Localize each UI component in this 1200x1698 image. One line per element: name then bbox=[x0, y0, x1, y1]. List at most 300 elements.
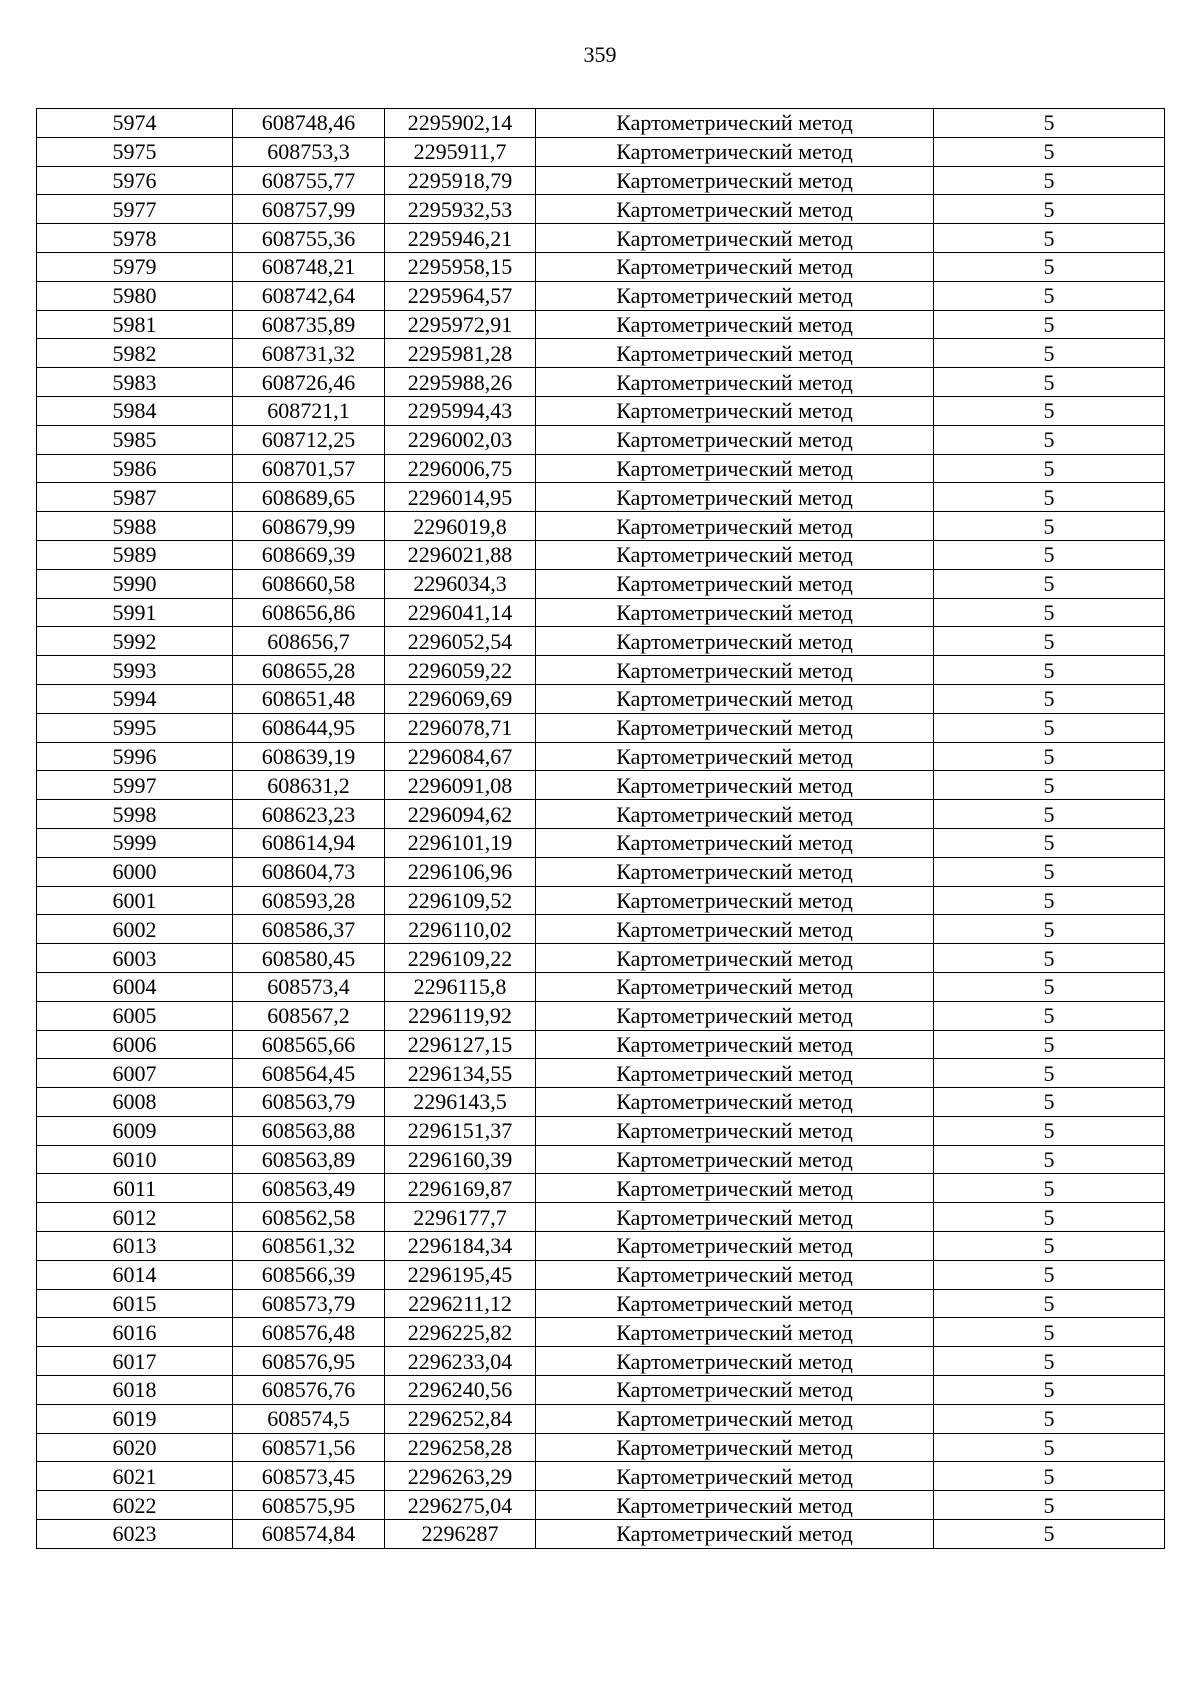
point-number-cell: 5985 bbox=[37, 425, 233, 454]
y-coordinate-cell: 2296059,22 bbox=[385, 656, 536, 685]
point-number-cell: 5974 bbox=[37, 109, 233, 138]
y-coordinate-cell: 2296275,04 bbox=[385, 1491, 536, 1520]
precision-cell: 5 bbox=[934, 569, 1165, 598]
point-number-cell: 6010 bbox=[37, 1145, 233, 1174]
x-coordinate-cell: 608755,77 bbox=[233, 166, 385, 195]
precision-cell: 5 bbox=[934, 224, 1165, 253]
point-number-cell: 6021 bbox=[37, 1462, 233, 1491]
method-cell: Картометрический метод bbox=[536, 512, 934, 541]
table-row bbox=[37, 1059, 1165, 1088]
y-coordinate-cell: 2295918,79 bbox=[385, 166, 536, 195]
point-number-cell: 6014 bbox=[37, 1260, 233, 1289]
x-coordinate-cell: 608580,45 bbox=[233, 944, 385, 973]
x-coordinate-cell: 608655,28 bbox=[233, 656, 385, 685]
method-cell: Картометрический метод bbox=[536, 1318, 934, 1347]
x-coordinate-cell: 608639,19 bbox=[233, 742, 385, 771]
precision-cell: 5 bbox=[934, 1376, 1165, 1405]
precision-cell: 5 bbox=[934, 1318, 1165, 1347]
method-cell: Картометрический метод bbox=[536, 742, 934, 771]
y-coordinate-cell: 2296084,67 bbox=[385, 742, 536, 771]
y-coordinate-cell: 2296195,45 bbox=[385, 1260, 536, 1289]
y-coordinate-cell: 2296287 bbox=[385, 1520, 536, 1549]
y-coordinate-cell: 2296240,56 bbox=[385, 1376, 536, 1405]
x-coordinate-cell: 608623,23 bbox=[233, 800, 385, 829]
point-number-cell: 6019 bbox=[37, 1404, 233, 1433]
precision-cell: 5 bbox=[934, 166, 1165, 195]
y-coordinate-cell: 2296091,08 bbox=[385, 771, 536, 800]
y-coordinate-cell: 2295981,28 bbox=[385, 339, 536, 368]
x-coordinate-cell: 608660,58 bbox=[233, 569, 385, 598]
y-coordinate-cell: 2296127,15 bbox=[385, 1030, 536, 1059]
x-coordinate-cell: 608753,3 bbox=[233, 137, 385, 166]
table-row bbox=[37, 1404, 1165, 1433]
table-row bbox=[37, 224, 1165, 253]
y-coordinate-cell: 2296101,19 bbox=[385, 828, 536, 857]
method-cell: Картометрический метод bbox=[536, 1433, 934, 1462]
precision-cell: 5 bbox=[934, 195, 1165, 224]
precision-cell: 5 bbox=[934, 1520, 1165, 1549]
point-number-cell: 5982 bbox=[37, 339, 233, 368]
precision-cell: 5 bbox=[934, 627, 1165, 656]
x-coordinate-cell: 608575,95 bbox=[233, 1491, 385, 1520]
table-row bbox=[37, 1260, 1165, 1289]
x-coordinate-cell: 608593,28 bbox=[233, 886, 385, 915]
table-row bbox=[37, 368, 1165, 397]
x-coordinate-cell: 608573,79 bbox=[233, 1289, 385, 1318]
x-coordinate-cell: 608721,1 bbox=[233, 396, 385, 425]
table-row bbox=[37, 1203, 1165, 1232]
y-coordinate-cell: 2296225,82 bbox=[385, 1318, 536, 1347]
method-cell: Картометрический метод bbox=[536, 972, 934, 1001]
precision-cell: 5 bbox=[934, 396, 1165, 425]
precision-cell: 5 bbox=[934, 800, 1165, 829]
y-coordinate-cell: 2295911,7 bbox=[385, 137, 536, 166]
point-number-cell: 6018 bbox=[37, 1376, 233, 1405]
precision-cell: 5 bbox=[934, 1491, 1165, 1520]
table-row bbox=[37, 166, 1165, 195]
point-number-cell: 6009 bbox=[37, 1116, 233, 1145]
method-cell: Картометрический метод bbox=[536, 1491, 934, 1520]
table-row bbox=[37, 454, 1165, 483]
x-coordinate-cell: 608563,89 bbox=[233, 1145, 385, 1174]
table-row bbox=[37, 1088, 1165, 1117]
table-row bbox=[37, 1174, 1165, 1203]
precision-cell: 5 bbox=[934, 656, 1165, 685]
table-row bbox=[37, 512, 1165, 541]
point-number-cell: 6013 bbox=[37, 1232, 233, 1261]
method-cell: Картометрический метод bbox=[536, 944, 934, 973]
point-number-cell: 6006 bbox=[37, 1030, 233, 1059]
method-cell: Картометрический метод bbox=[536, 109, 934, 138]
table-row bbox=[37, 1030, 1165, 1059]
method-cell: Картометрический метод bbox=[536, 684, 934, 713]
method-cell: Картометрический метод bbox=[536, 195, 934, 224]
y-coordinate-cell: 2296002,03 bbox=[385, 425, 536, 454]
table-row bbox=[37, 944, 1165, 973]
table-row bbox=[37, 656, 1165, 685]
x-coordinate-cell: 608656,86 bbox=[233, 598, 385, 627]
point-number-cell: 5995 bbox=[37, 713, 233, 742]
precision-cell: 5 bbox=[934, 512, 1165, 541]
method-cell: Картометрический метод bbox=[536, 828, 934, 857]
point-number-cell: 6012 bbox=[37, 1203, 233, 1232]
point-number-cell: 5977 bbox=[37, 195, 233, 224]
precision-cell: 5 bbox=[934, 598, 1165, 627]
precision-cell: 5 bbox=[934, 425, 1165, 454]
method-cell: Картометрический метод bbox=[536, 569, 934, 598]
y-coordinate-cell: 2295932,53 bbox=[385, 195, 536, 224]
y-coordinate-cell: 2296094,62 bbox=[385, 800, 536, 829]
method-cell: Картометрический метод bbox=[536, 627, 934, 656]
x-coordinate-cell: 608731,32 bbox=[233, 339, 385, 368]
y-coordinate-cell: 2295902,14 bbox=[385, 109, 536, 138]
precision-cell: 5 bbox=[934, 684, 1165, 713]
x-coordinate-cell: 608576,48 bbox=[233, 1318, 385, 1347]
y-coordinate-cell: 2296052,54 bbox=[385, 627, 536, 656]
table-row bbox=[37, 1116, 1165, 1145]
x-coordinate-cell: 608574,84 bbox=[233, 1520, 385, 1549]
table-row bbox=[37, 1318, 1165, 1347]
method-cell: Картометрический метод bbox=[536, 224, 934, 253]
precision-cell: 5 bbox=[934, 972, 1165, 1001]
precision-cell: 5 bbox=[934, 1347, 1165, 1376]
method-cell: Картометрический метод bbox=[536, 1116, 934, 1145]
method-cell: Картометрический метод bbox=[536, 656, 934, 685]
point-number-cell: 5981 bbox=[37, 310, 233, 339]
precision-cell: 5 bbox=[934, 281, 1165, 310]
x-coordinate-cell: 608573,45 bbox=[233, 1462, 385, 1491]
x-coordinate-cell: 608735,89 bbox=[233, 310, 385, 339]
x-coordinate-cell: 608576,76 bbox=[233, 1376, 385, 1405]
point-number-cell: 6011 bbox=[37, 1174, 233, 1203]
table-row bbox=[37, 742, 1165, 771]
table-row bbox=[37, 1433, 1165, 1462]
x-coordinate-cell: 608565,66 bbox=[233, 1030, 385, 1059]
y-coordinate-cell: 2296143,5 bbox=[385, 1088, 536, 1117]
method-cell: Картометрический метод bbox=[536, 1462, 934, 1491]
point-number-cell: 6016 bbox=[37, 1318, 233, 1347]
point-number-cell: 5988 bbox=[37, 512, 233, 541]
coordinates-table-body bbox=[37, 109, 1165, 1549]
precision-cell: 5 bbox=[934, 713, 1165, 742]
table-row bbox=[37, 1232, 1165, 1261]
table-row bbox=[37, 339, 1165, 368]
y-coordinate-cell: 2296078,71 bbox=[385, 713, 536, 742]
y-coordinate-cell: 2296006,75 bbox=[385, 454, 536, 483]
x-coordinate-cell: 608561,32 bbox=[233, 1232, 385, 1261]
table-row bbox=[37, 1347, 1165, 1376]
method-cell: Картометрический метод bbox=[536, 1232, 934, 1261]
precision-cell: 5 bbox=[934, 368, 1165, 397]
point-number-cell: 5983 bbox=[37, 368, 233, 397]
x-coordinate-cell: 608562,58 bbox=[233, 1203, 385, 1232]
x-coordinate-cell: 608574,5 bbox=[233, 1404, 385, 1433]
x-coordinate-cell: 608748,21 bbox=[233, 252, 385, 281]
y-coordinate-cell: 2296069,69 bbox=[385, 684, 536, 713]
point-number-cell: 6017 bbox=[37, 1347, 233, 1376]
table-row bbox=[37, 425, 1165, 454]
x-coordinate-cell: 608564,45 bbox=[233, 1059, 385, 1088]
table-row bbox=[37, 598, 1165, 627]
precision-cell: 5 bbox=[934, 109, 1165, 138]
table-row bbox=[37, 1289, 1165, 1318]
point-number-cell: 6005 bbox=[37, 1001, 233, 1030]
x-coordinate-cell: 608651,48 bbox=[233, 684, 385, 713]
method-cell: Картометрический метод bbox=[536, 166, 934, 195]
x-coordinate-cell: 608571,56 bbox=[233, 1433, 385, 1462]
precision-cell: 5 bbox=[934, 857, 1165, 886]
point-number-cell: 6000 bbox=[37, 857, 233, 886]
point-number-cell: 5991 bbox=[37, 598, 233, 627]
precision-cell: 5 bbox=[934, 1462, 1165, 1491]
point-number-cell: 5992 bbox=[37, 627, 233, 656]
method-cell: Картометрический метод bbox=[536, 1520, 934, 1549]
precision-cell: 5 bbox=[934, 1433, 1165, 1462]
x-coordinate-cell: 608567,2 bbox=[233, 1001, 385, 1030]
table-row bbox=[37, 684, 1165, 713]
point-number-cell: 5976 bbox=[37, 166, 233, 195]
page-number: 359 bbox=[583, 42, 617, 67]
x-coordinate-cell: 608631,2 bbox=[233, 771, 385, 800]
method-cell: Картометрический метод bbox=[536, 915, 934, 944]
point-number-cell: 5999 bbox=[37, 828, 233, 857]
table-row bbox=[37, 828, 1165, 857]
y-coordinate-cell: 2296019,8 bbox=[385, 512, 536, 541]
y-coordinate-cell: 2296109,22 bbox=[385, 944, 536, 973]
x-coordinate-cell: 608604,73 bbox=[233, 857, 385, 886]
precision-cell: 5 bbox=[934, 771, 1165, 800]
method-cell: Картометрический метод bbox=[536, 339, 934, 368]
method-cell: Картометрический метод bbox=[536, 540, 934, 569]
x-coordinate-cell: 608566,39 bbox=[233, 1260, 385, 1289]
method-cell: Картометрический метод bbox=[536, 1404, 934, 1433]
table-row bbox=[37, 569, 1165, 598]
precision-cell: 5 bbox=[934, 1001, 1165, 1030]
y-coordinate-cell: 2296109,52 bbox=[385, 886, 536, 915]
precision-cell: 5 bbox=[934, 1232, 1165, 1261]
method-cell: Картометрический метод bbox=[536, 252, 934, 281]
method-cell: Картометрический метод bbox=[536, 713, 934, 742]
table-row bbox=[37, 281, 1165, 310]
table-row bbox=[37, 800, 1165, 829]
table-row bbox=[37, 857, 1165, 886]
precision-cell: 5 bbox=[934, 339, 1165, 368]
precision-cell: 5 bbox=[934, 1203, 1165, 1232]
method-cell: Картометрический метод bbox=[536, 1376, 934, 1405]
point-number-cell: 6023 bbox=[37, 1520, 233, 1549]
method-cell: Картометрический метод bbox=[536, 454, 934, 483]
point-number-cell: 5996 bbox=[37, 742, 233, 771]
y-coordinate-cell: 2296034,3 bbox=[385, 569, 536, 598]
precision-cell: 5 bbox=[934, 1088, 1165, 1117]
y-coordinate-cell: 2295964,57 bbox=[385, 281, 536, 310]
point-number-cell: 6008 bbox=[37, 1088, 233, 1117]
y-coordinate-cell: 2296177,7 bbox=[385, 1203, 536, 1232]
table-row bbox=[37, 540, 1165, 569]
precision-cell: 5 bbox=[934, 1116, 1165, 1145]
x-coordinate-cell: 608679,99 bbox=[233, 512, 385, 541]
point-number-cell: 5986 bbox=[37, 454, 233, 483]
precision-cell: 5 bbox=[934, 1059, 1165, 1088]
table-row bbox=[37, 1145, 1165, 1174]
x-coordinate-cell: 608712,25 bbox=[233, 425, 385, 454]
y-coordinate-cell: 2296233,04 bbox=[385, 1347, 536, 1376]
x-coordinate-cell: 608701,57 bbox=[233, 454, 385, 483]
precision-cell: 5 bbox=[934, 137, 1165, 166]
method-cell: Картометрический метод bbox=[536, 1059, 934, 1088]
point-number-cell: 5994 bbox=[37, 684, 233, 713]
table-row bbox=[37, 109, 1165, 138]
table-row bbox=[37, 1001, 1165, 1030]
point-number-cell: 6022 bbox=[37, 1491, 233, 1520]
x-coordinate-cell: 608656,7 bbox=[233, 627, 385, 656]
y-coordinate-cell: 2296110,02 bbox=[385, 915, 536, 944]
method-cell: Картометрический метод bbox=[536, 1289, 934, 1318]
method-cell: Картометрический метод bbox=[536, 1260, 934, 1289]
method-cell: Картометрический метод bbox=[536, 310, 934, 339]
table-row bbox=[37, 1491, 1165, 1520]
point-number-cell: 6003 bbox=[37, 944, 233, 973]
point-number-cell: 5987 bbox=[37, 483, 233, 512]
x-coordinate-cell: 608563,49 bbox=[233, 1174, 385, 1203]
y-coordinate-cell: 2296169,87 bbox=[385, 1174, 536, 1203]
point-number-cell: 6001 bbox=[37, 886, 233, 915]
y-coordinate-cell: 2296106,96 bbox=[385, 857, 536, 886]
y-coordinate-cell: 2296258,28 bbox=[385, 1433, 536, 1462]
method-cell: Картометрический метод bbox=[536, 425, 934, 454]
precision-cell: 5 bbox=[934, 915, 1165, 944]
method-cell: Картометрический метод bbox=[536, 1088, 934, 1117]
table-row bbox=[37, 483, 1165, 512]
point-number-cell: 5998 bbox=[37, 800, 233, 829]
point-number-cell: 5984 bbox=[37, 396, 233, 425]
precision-cell: 5 bbox=[934, 483, 1165, 512]
point-number-cell: 5980 bbox=[37, 281, 233, 310]
table-row bbox=[37, 771, 1165, 800]
y-coordinate-cell: 2296041,14 bbox=[385, 598, 536, 627]
x-coordinate-cell: 608644,95 bbox=[233, 713, 385, 742]
point-number-cell: 5989 bbox=[37, 540, 233, 569]
y-coordinate-cell: 2296119,92 bbox=[385, 1001, 536, 1030]
precision-cell: 5 bbox=[934, 1404, 1165, 1433]
precision-cell: 5 bbox=[934, 1174, 1165, 1203]
y-coordinate-cell: 2296151,37 bbox=[385, 1116, 536, 1145]
x-coordinate-cell: 608586,37 bbox=[233, 915, 385, 944]
table-row bbox=[37, 972, 1165, 1001]
method-cell: Картометрический метод bbox=[536, 771, 934, 800]
method-cell: Картометрический метод bbox=[536, 1347, 934, 1376]
method-cell: Картометрический метод bbox=[536, 368, 934, 397]
precision-cell: 5 bbox=[934, 310, 1165, 339]
x-coordinate-cell: 608614,94 bbox=[233, 828, 385, 857]
precision-cell: 5 bbox=[934, 1260, 1165, 1289]
x-coordinate-cell: 608563,79 bbox=[233, 1088, 385, 1117]
table-row bbox=[37, 310, 1165, 339]
table-row bbox=[37, 915, 1165, 944]
table-row bbox=[37, 713, 1165, 742]
method-cell: Картометрический метод bbox=[536, 1030, 934, 1059]
y-coordinate-cell: 2296263,29 bbox=[385, 1462, 536, 1491]
method-cell: Картометрический метод bbox=[536, 483, 934, 512]
x-coordinate-cell: 608755,36 bbox=[233, 224, 385, 253]
point-number-cell: 5990 bbox=[37, 569, 233, 598]
y-coordinate-cell: 2296184,34 bbox=[385, 1232, 536, 1261]
y-coordinate-cell: 2296160,39 bbox=[385, 1145, 536, 1174]
y-coordinate-cell: 2296014,95 bbox=[385, 483, 536, 512]
y-coordinate-cell: 2296021,88 bbox=[385, 540, 536, 569]
x-coordinate-cell: 608748,46 bbox=[233, 109, 385, 138]
y-coordinate-cell: 2296134,55 bbox=[385, 1059, 536, 1088]
method-cell: Картометрический метод bbox=[536, 1001, 934, 1030]
table-row bbox=[37, 1376, 1165, 1405]
method-cell: Картометрический метод bbox=[536, 598, 934, 627]
precision-cell: 5 bbox=[934, 540, 1165, 569]
x-coordinate-cell: 608573,4 bbox=[233, 972, 385, 1001]
method-cell: Картометрический метод bbox=[536, 886, 934, 915]
precision-cell: 5 bbox=[934, 742, 1165, 771]
x-coordinate-cell: 608726,46 bbox=[233, 368, 385, 397]
point-number-cell: 5975 bbox=[37, 137, 233, 166]
point-number-cell: 6002 bbox=[37, 915, 233, 944]
table-row bbox=[37, 195, 1165, 224]
x-coordinate-cell: 608757,99 bbox=[233, 195, 385, 224]
point-number-cell: 5997 bbox=[37, 771, 233, 800]
point-number-cell: 5979 bbox=[37, 252, 233, 281]
precision-cell: 5 bbox=[934, 828, 1165, 857]
table-row bbox=[37, 886, 1165, 915]
y-coordinate-cell: 2295958,15 bbox=[385, 252, 536, 281]
y-coordinate-cell: 2295988,26 bbox=[385, 368, 536, 397]
method-cell: Картометрический метод bbox=[536, 857, 934, 886]
method-cell: Картометрический метод bbox=[536, 1174, 934, 1203]
table-row bbox=[37, 252, 1165, 281]
point-number-cell: 6020 bbox=[37, 1433, 233, 1462]
point-number-cell: 5993 bbox=[37, 656, 233, 685]
x-coordinate-cell: 608689,65 bbox=[233, 483, 385, 512]
y-coordinate-cell: 2296252,84 bbox=[385, 1404, 536, 1433]
point-number-cell: 6015 bbox=[37, 1289, 233, 1318]
precision-cell: 5 bbox=[934, 252, 1165, 281]
precision-cell: 5 bbox=[934, 1030, 1165, 1059]
precision-cell: 5 bbox=[934, 454, 1165, 483]
method-cell: Картометрический метод bbox=[536, 137, 934, 166]
x-coordinate-cell: 608742,64 bbox=[233, 281, 385, 310]
method-cell: Картометрический метод bbox=[536, 281, 934, 310]
x-coordinate-cell: 608669,39 bbox=[233, 540, 385, 569]
x-coordinate-cell: 608576,95 bbox=[233, 1347, 385, 1376]
method-cell: Картометрический метод bbox=[536, 1145, 934, 1174]
table-row bbox=[37, 396, 1165, 425]
table-row bbox=[37, 1520, 1165, 1549]
method-cell: Картометрический метод bbox=[536, 1203, 934, 1232]
y-coordinate-cell: 2295946,21 bbox=[385, 224, 536, 253]
y-coordinate-cell: 2295972,91 bbox=[385, 310, 536, 339]
method-cell: Картометрический метод bbox=[536, 396, 934, 425]
point-number-cell: 6007 bbox=[37, 1059, 233, 1088]
method-cell: Картометрический метод bbox=[536, 800, 934, 829]
precision-cell: 5 bbox=[934, 886, 1165, 915]
precision-cell: 5 bbox=[934, 944, 1165, 973]
y-coordinate-cell: 2296211,12 bbox=[385, 1289, 536, 1318]
x-coordinate-cell: 608563,88 bbox=[233, 1116, 385, 1145]
table-row bbox=[37, 1462, 1165, 1491]
y-coordinate-cell: 2296115,8 bbox=[385, 972, 536, 1001]
precision-cell: 5 bbox=[934, 1289, 1165, 1318]
coordinates-table bbox=[36, 108, 1165, 1549]
table-row bbox=[37, 137, 1165, 166]
precision-cell: 5 bbox=[934, 1145, 1165, 1174]
point-number-cell: 5978 bbox=[37, 224, 233, 253]
